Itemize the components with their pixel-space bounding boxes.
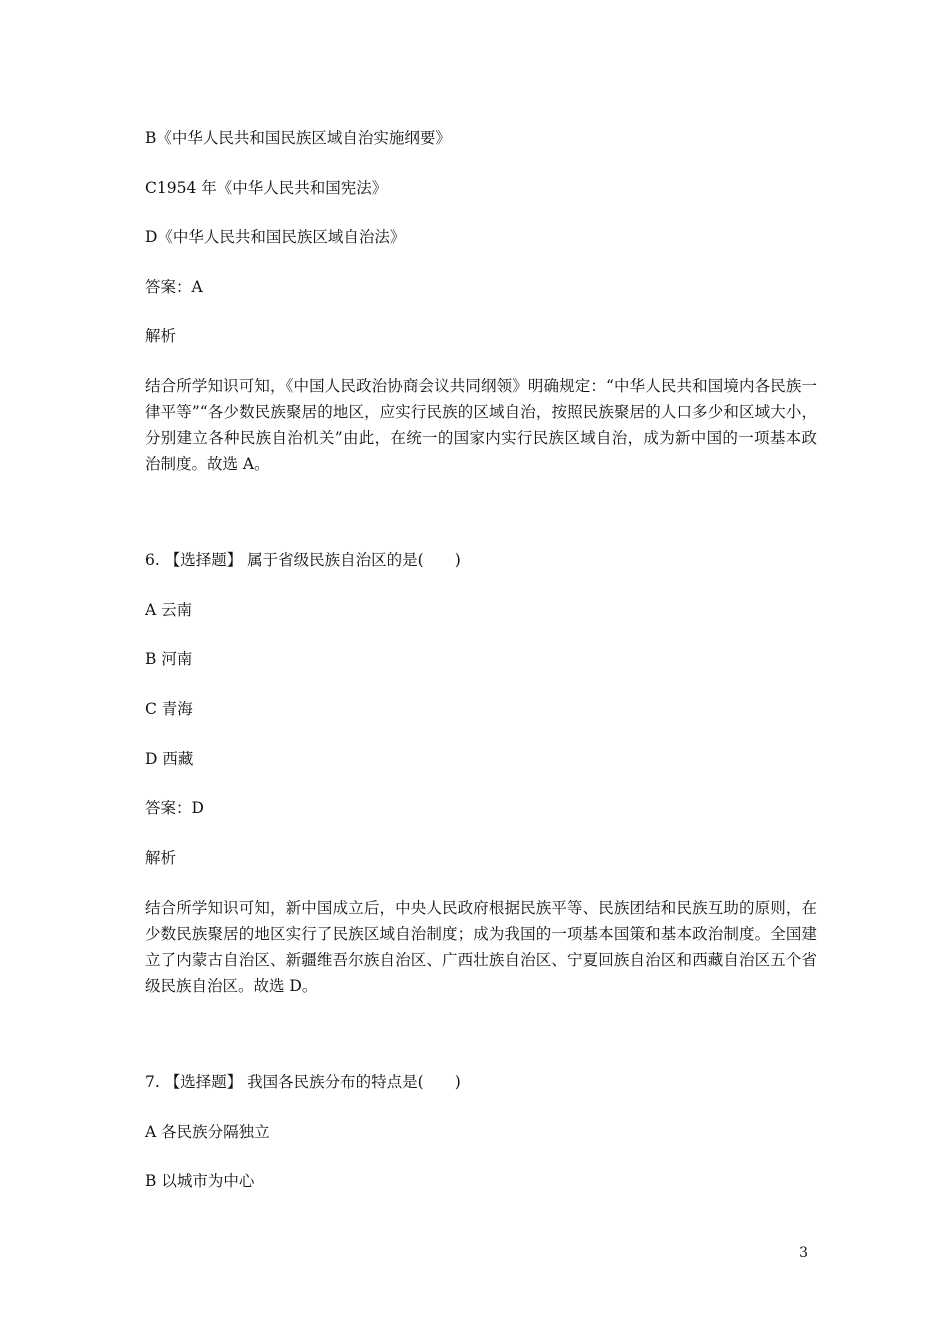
q5-option-c: C1954 年《中华人民共和国宪法》 [145, 179, 388, 197]
q6-question: 6. 【选择题】 属于省级民族自治区的是( ) [145, 551, 461, 569]
q6-option-b: B 河南 [145, 650, 193, 668]
q5-answer: 答案：A [145, 278, 203, 296]
q5-analysis-text: 结合所学知识可知，《中国人民政治协商会议共同纲领》明确规定：“中华人民共和国境内各民族一律平等”“各少数民族聚居的地区，应实行民族的区域自治，按照民族聚居的人口多少和区域大小，分别建立各种民族自治机关”由此，在统一的国家内实行民族区域自治，成为新中国的一项基本政治制度。故选 A。 [145, 377, 817, 473]
q6-answer: 答案：D [145, 799, 204, 817]
q5-option-d: D《中华人民共和国民族区域自治法》 [145, 228, 406, 246]
q6-option-d: D 西藏 [145, 750, 194, 768]
q6-option-a: A 云南 [145, 601, 193, 619]
q6-analysis-label: 解析 [145, 849, 177, 867]
q7-question: 7. 【选择题】 我国各民族分布的特点是( ) [145, 1073, 461, 1091]
q6-analysis-text: 结合所学知识可知，新中国成立后，中央人民政府根据民族平等、民族团结和民族互助的原则，在少数民族聚居的地区实行了民族区域自治制度；成为我国的一项基本国策和基本政治制度。全国建立了内蒙古自治区、新疆维吾尔族自治区、广西壮族自治区、宁夏回族自治区和西藏自治区五个省级民族自治区。故选 D。 [145, 899, 817, 995]
page-number: 3 [799, 1245, 808, 1261]
q6-option-c: C 青海 [145, 700, 193, 718]
q7-option-a: A 各民族分隔独立 [145, 1123, 270, 1141]
q5-option-b: B《中华人民共和国民族区域自治实施纲要》 [145, 129, 451, 147]
q7-option-b: B 以城市为中心 [145, 1172, 255, 1190]
q5-analysis-label: 解析 [145, 327, 177, 345]
